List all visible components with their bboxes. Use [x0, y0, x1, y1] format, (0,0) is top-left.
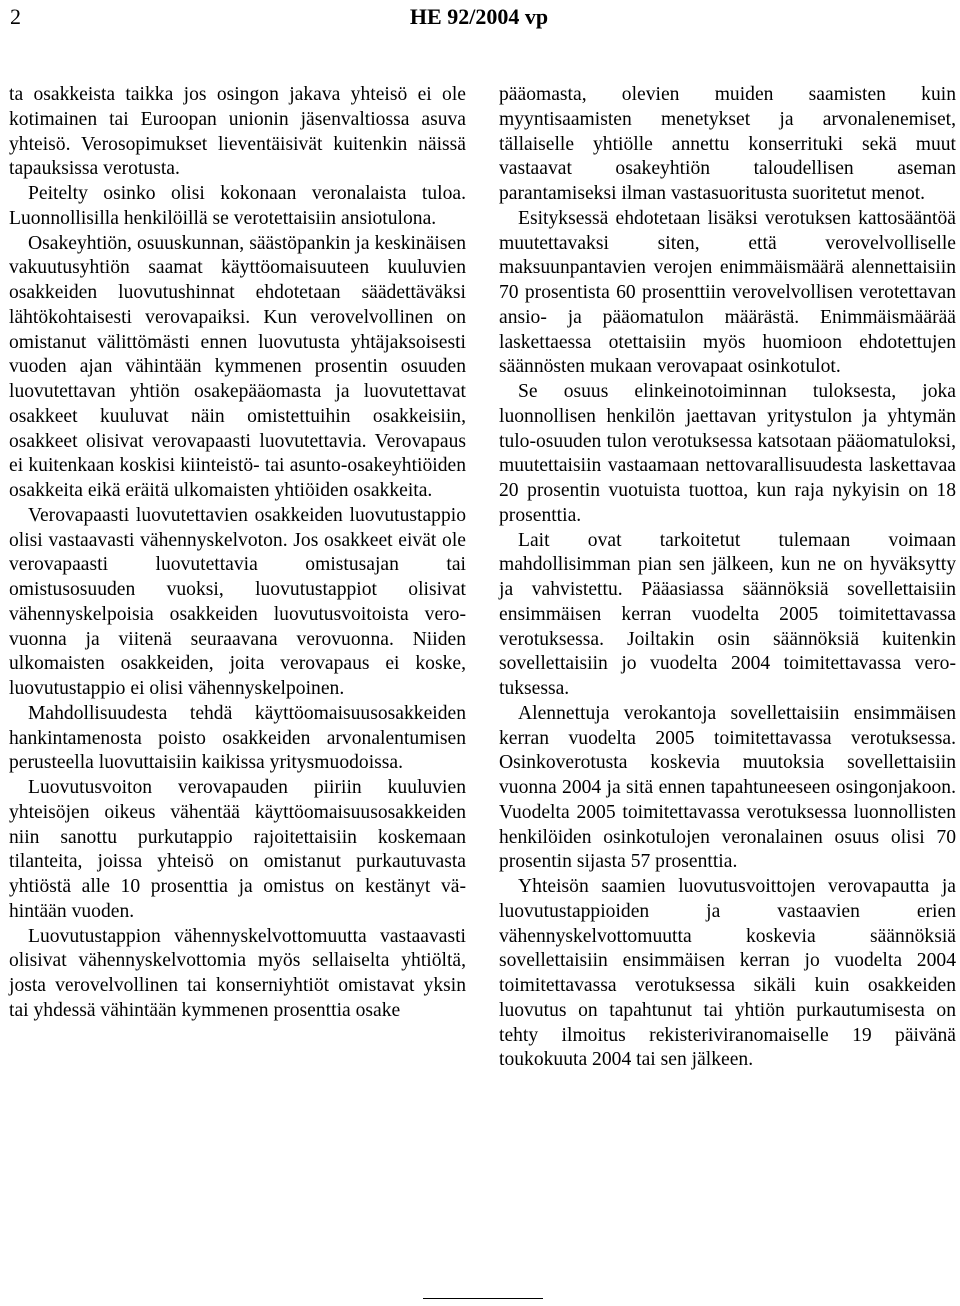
document-id: HE 92/2004 vp [409, 4, 549, 29]
paragraph: pääomasta, olevien muiden saamisten kuin myyntisaamisten menetykset ja arvonalenemiset, tällaiselle yhtiölle annettu konserrituki sekä muut vastaavat osakeyhtiön taloudellisen aseman parantamiseksi ilman vastasuoritusta suoritetut menot. [499, 84, 956, 204]
paragraph: Osakeyhtiön, osuuskunnan, säästöpankin ja keskinäisen vakuutusyhtiön saamat käyttöomaisuuteen kuuluvien osakkeiden luovutushinnat ehdotetaan säädettäväksi lähtökohtaisesti verovapaiksi. Kun verovelvollinen on omistanut välittömästi ennen luovutusta yhtäjaksoisesti vuoden ajan vähintään kymmenen prosentin osuuden luovutettavan yhtiön osakepääomasta ja luovutettavat osakkeet kuuluvat näin omistettuihin osakkeisiin, osakkeet olisivat verovapaasti luovutettavia. Verovapaus ei kuitenkaan koskisi kiinteistö- tai asunto-osakeyhtiöiden osakkeita eikä eräitä ulkomaisten yhtiöiden osakkeita. [9, 232, 466, 501]
footnote-rule [423, 1298, 543, 1299]
paragraph: Esityksessä ehdotetaan lisäksi verotuksen kattosääntöä muutettavaksi siten, että verovelvolliselle maksuunpantavien verojen enimmäismäärä alennettaisiin 70 prosentista 60 prosenttiin verovelvollisen verotettavan ansio- ja pääomatulon määrästä. Enimmäismäärää laskettaessa otettaisiin myös huomioon ehdotettujen säännösten mukaan verovapaat osinkotulot. [499, 207, 956, 378]
paragraph: Luovutustappion vähennyskelvottomuutta vastaavasti olisivat vähennyskelvottomia myös sellaiselta yhtiöltä, josta verovelvollinen tai konserniyhtiöt omistavat yksin tai yhdessä vähintään kymmenen prosenttia osake [9, 925, 466, 1021]
left-column [9, 83, 466, 1024]
paragraph: Se osuus elinkeinotoiminnan tuloksesta, joka luonnollisen henkilön jaettavan yritystulon ja yhtymän tulo-osuuden tulon verotuksessa katsotaan pääomatuloksi, muutettaisiin vastaamaan nettovarallisuudesta laskettavaa 20 prosentin vuotuista tuottoa, kun raja nykyisin on 18 prosenttia. [499, 381, 956, 526]
paragraph: Yhteisön saamien luovutusvoittojen verovapautta ja luovutustappioiden ja vastaavien erien vähennyskelvottomuutta koskevia säännöksiä sovellettaisiin ensimmäisen kerran jo vuodelta 2004 toimitettavassa verotuksessa sikäli kuin osakkeiden luovutus on tapahtunut tai yhtiön purkautumisesta on tehty ilmoitus rekisteriviranomaiselle 19 päivänä toukokuuta 2004 tai sen jälkeen. [499, 876, 956, 1071]
paragraph: Alennettuja verokantoja sovellettaisiin ensimmäisen kerran vuodelta 2005 toimitettavassa verotuksessa. Osinkoverotusta koskevia muutoksia sovellettaisiin vuonna 2004 ja sitä ennen tapahtuneeseen osingonjakoon. Vuodelta 2005 toimitettavassa verotuksessa luonnollisten henkilöiden osinkotulojen veronalainen osuus olisi 70 prosentin sijasta 57 prosenttia. [499, 702, 956, 873]
paragraph: Mahdollisuudesta tehdä käyttöomaisuusosakkeiden hankintamenosta poisto osakkeiden arvonalentumisen perusteella luovuttaisiin kaikissa yritysmuodoissa. [9, 702, 466, 774]
page-number: 2 [10, 4, 21, 29]
paragraph: Luovutusvoiton verovapauden piiriin kuuluvien yhteisöjen oikeus vähentää käyttöomaisuusosakkeiden niin sanottu purkutappio rajoitettaisiin koskemaan tilanteita, joissa yhteisö on omistanut purkautuvasta yhtiöstä alle 10 prosenttia ja omistus on kestänyt vähintään vuoden. [9, 777, 466, 922]
right-column [499, 83, 956, 1073]
paragraph: Verovapaasti luovutettavien osakkeiden luovutustappio olisi vastaavasti vähennyskelvoton. Jos osakkeet eivät ole verovapaasti luovutettavia omistusajan tai omistusosuuden vuoksi, luovutustappiot olisivat vähennyskelpoisia osakkeiden luovutusvoitoista verovuonna ja viitenä seuraavana verovuonna. Niiden ulkomaisten osakkeiden, joita verovapaus ei koske, luovutustappio ei olisi vähennyskelpoinen. [9, 504, 466, 699]
paragraph: Lait ovat tarkoitetut tulemaan voimaan mahdollisimman pian sen jälkeen, kun ne on hyväksytty ja vahvistettu. Pääasiassa säännöksiä sovellettaisiin ensimmäisen kerran vuodelta 2005 toimitettavassa verotuksessa. Joiltakin osin säännöksiä kuitenkin sovellettaisiin jo vuodelta 2004 toimitettavassa verotuksessa. [499, 529, 956, 699]
paragraph: ta osakkeista taikka jos osingon jakava yhteisö ei ole kotimainen tai Euroopan unionin jäsenvaltiossa asuva yhteisö. Verosopimukset lieventäisivät kuitenkin näissä tapauksissa verotusta. [9, 84, 466, 180]
paragraph: Peitelty osinko olisi kokonaan veronalaista tuloa. Luonnollisilla henkilöillä se verotettaisiin ansiotulona. [9, 183, 466, 229]
page-header [10, 4, 948, 34]
